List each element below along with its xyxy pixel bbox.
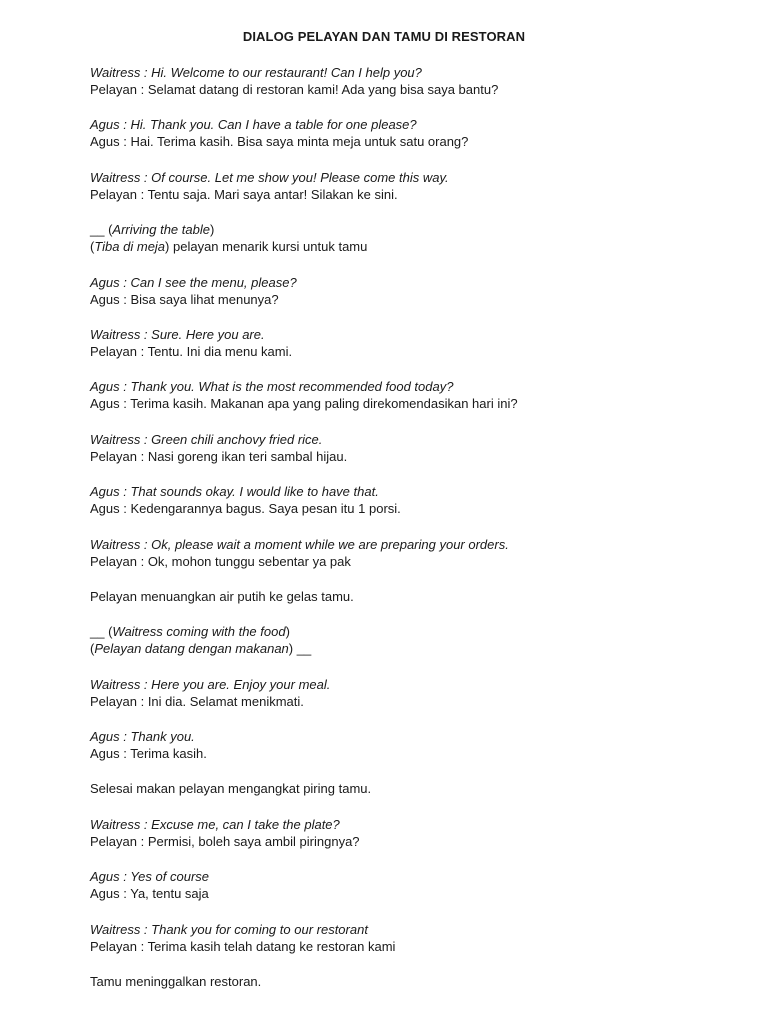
direction-italic: Waitress coming with the food — [112, 624, 286, 640]
indonesian-line: Pelayan : Nasi goreng ikan teri sambal hijau. — [90, 448, 348, 464]
indonesian-line: Pelayan : Ini dia. Selamat menikmati. — [90, 693, 304, 709]
stage-direction-indonesian — [90, 640, 730, 657]
dialog-block — [90, 169, 730, 203]
dialog-block — [90, 728, 730, 762]
dialog-block — [90, 483, 730, 517]
english-line: Agus : That sounds okay. I would like to have that. — [90, 484, 379, 500]
indonesian-line: Agus : Terima kasih. — [90, 746, 207, 762]
dialog-block — [90, 274, 730, 308]
dialog-block — [90, 676, 730, 710]
direction-suffix: ) pelayan menarik kursi untuk tamu — [165, 239, 368, 255]
blank-prefix: __ ( — [90, 624, 113, 640]
dialog-content — [90, 64, 730, 1008]
dialog-block — [90, 536, 730, 570]
direction-suffix: ) — [285, 624, 290, 640]
indonesian-line: Pelayan : Selamat datang di restoran kami! Ada yang bisa saya bantu? — [90, 82, 499, 97]
narration-block — [90, 588, 730, 605]
indonesian-line: Agus : Terima kasih. Makanan apa yang paling direkomendasikan hari ini? — [90, 396, 518, 412]
blank-prefix: __ ( — [90, 222, 113, 238]
stage-direction-english — [90, 221, 730, 238]
stage-direction-english — [90, 623, 730, 640]
indonesian-line: Pelayan : Tentu saja. Mari saya antar! Silakan ke sini. — [90, 186, 398, 202]
english-line: Waitress : Green chili anchovy fried rice. — [90, 431, 323, 447]
narration-line: Pelayan menuangkan air putih ke gelas tamu. — [90, 588, 354, 604]
dialog-block — [90, 64, 730, 98]
narration-block — [90, 973, 730, 990]
english-line: Waitress : Ok, please wait a moment while we are preparing your orders. — [90, 536, 509, 552]
english-line: Waitress : Of course. Let me show you! Please come this way. — [90, 169, 449, 185]
paren-prefix: ( — [90, 239, 95, 255]
narration-block — [90, 780, 730, 797]
english-line: Waitress : Hi. Welcome to our restaurant! Can I help you? — [90, 65, 422, 80]
indonesian-line: Pelayan : Tentu. Ini dia menu kami. — [90, 343, 293, 359]
paren-prefix: ( — [90, 641, 95, 657]
indonesian-line: Agus : Hai. Terima kasih. Bisa saya minta meja untuk satu orang? — [90, 134, 469, 150]
english-line: Waitress : Sure. Here you are. — [90, 326, 265, 342]
dialog-block — [90, 116, 730, 150]
direction-italic: Arriving the table — [112, 222, 210, 238]
indonesian-line: Agus : Bisa saya lihat menunya? — [90, 291, 279, 307]
indonesian-line: Pelayan : Terima kasih telah datang ke restoran kami — [90, 938, 396, 954]
indonesian-line: Pelayan : Ok, mohon tunggu sebentar ya pak — [90, 553, 351, 569]
english-line: Agus : Can I see the menu, please? — [90, 274, 297, 290]
direction-italic: Tiba di meja — [94, 239, 166, 255]
english-line: Waitress : Excuse me, can I take the plate? — [90, 816, 340, 832]
narration-line: Selesai makan pelayan mengangkat piring tamu. — [90, 781, 372, 797]
dialog-block — [90, 326, 730, 360]
english-line: Waitress : Here you are. Enjoy your meal. — [90, 676, 331, 692]
narration-line: Tamu meninggalkan restoran. — [90, 974, 262, 990]
english-line: Agus : Thank you. — [90, 729, 195, 745]
stage-direction-indonesian — [90, 238, 730, 255]
direction-suffix: ) — [209, 222, 215, 238]
english-line: Agus : Yes of course — [90, 869, 209, 885]
direction-suffix: ) __ — [288, 641, 312, 657]
document-title: DIALOG PELAYAN DAN TAMU DI RESTORAN — [242, 29, 526, 44]
indonesian-line: Pelayan : Permisi, boleh saya ambil piringnya? — [90, 833, 360, 849]
indonesian-line: Agus : Kedengarannya bagus. Saya pesan itu 1 porsi. — [90, 501, 401, 517]
dialog-block — [90, 816, 730, 850]
dialog-block — [90, 431, 730, 465]
stage-direction-block — [90, 623, 730, 657]
stage-direction-block — [90, 221, 730, 255]
dialog-block — [90, 921, 730, 955]
english-line: Waitress : Thank you for coming to our restorant — [90, 921, 368, 937]
english-line: Agus : Hi. Thank you. Can I have a table for one please? — [90, 117, 417, 133]
dialog-block — [90, 868, 730, 902]
indonesian-line: Agus : Ya, tentu saja — [90, 886, 209, 902]
english-line: Agus : Thank you. What is the most recommended food today? — [90, 379, 454, 395]
direction-italic: Pelayan datang dengan makanan — [94, 641, 289, 657]
dialog-block — [90, 378, 730, 412]
